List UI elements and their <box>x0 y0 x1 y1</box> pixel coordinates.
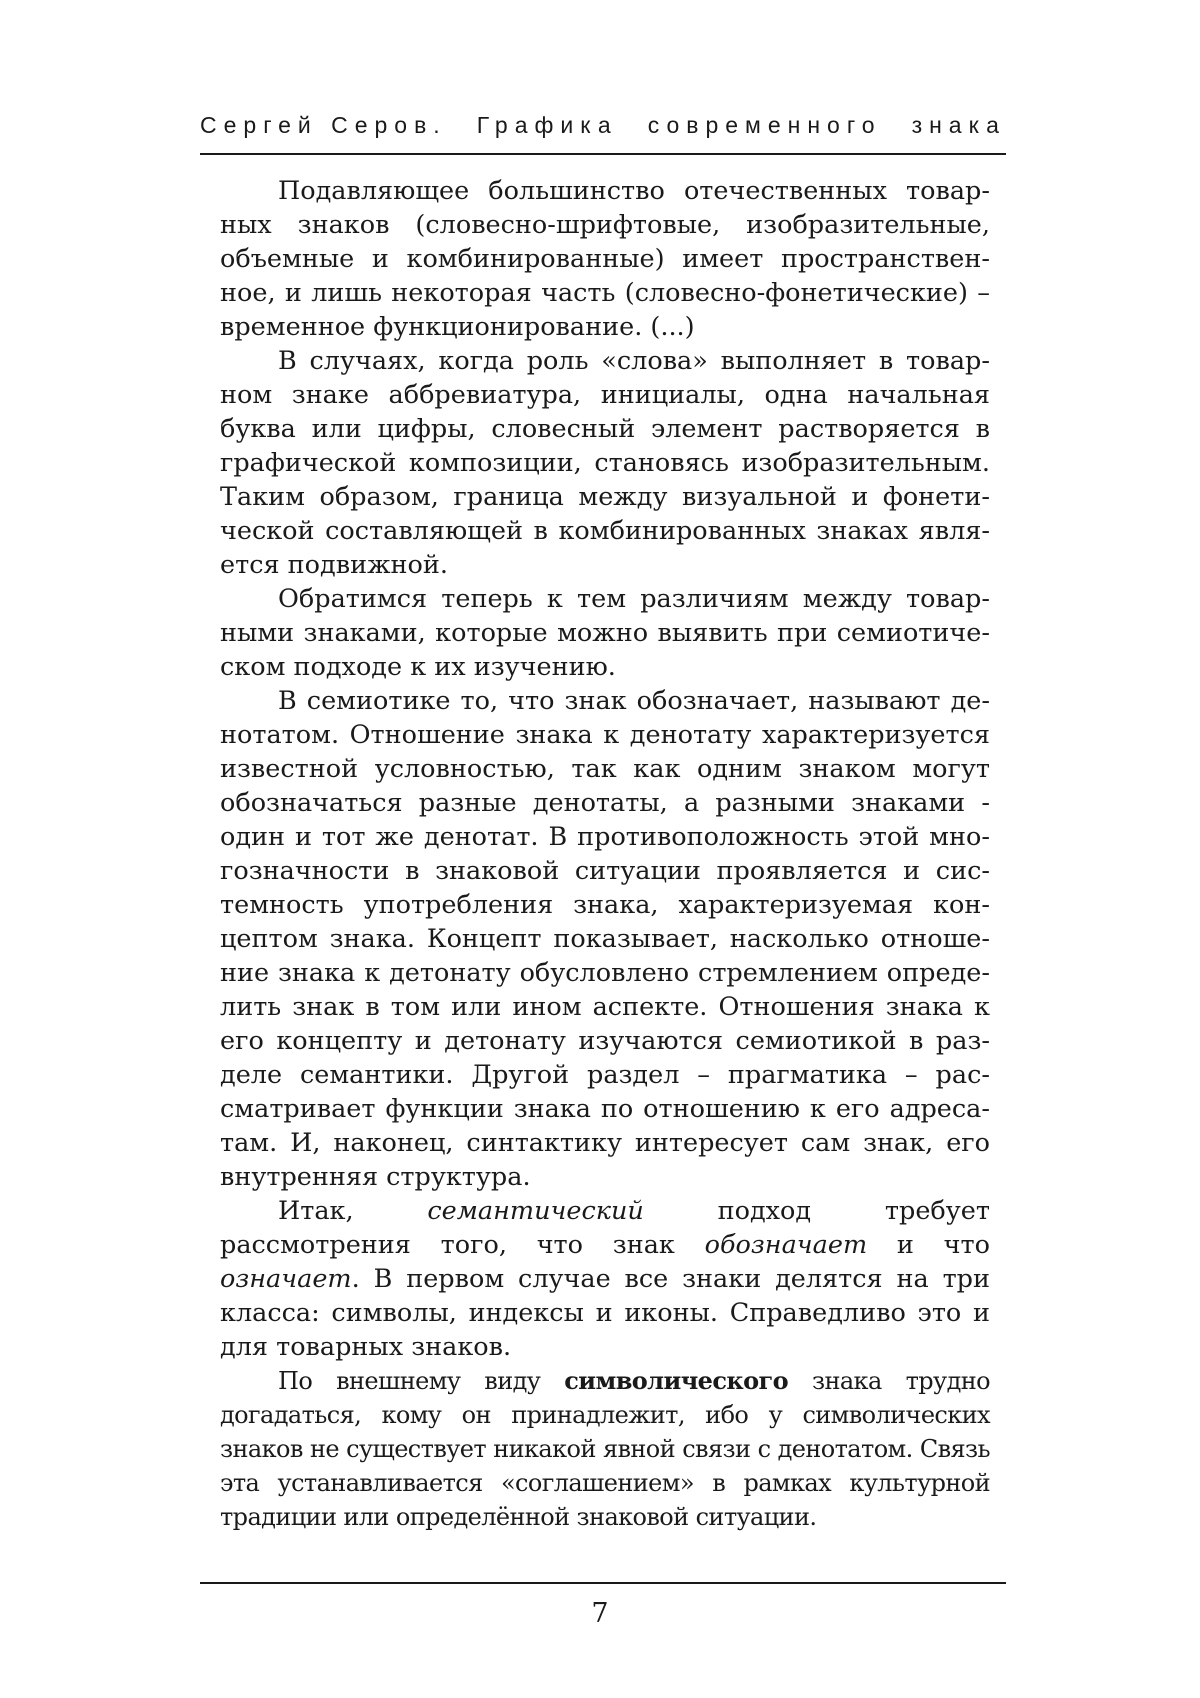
paragraph: Обратимся теперь к тем различиям между товарными знаками, которые можно выявить при семиотическом подходе к их изучению. <box>220 584 990 682</box>
page-number: 7 <box>591 1598 609 1629</box>
bold-term: символического <box>564 1366 789 1395</box>
body-text <box>220 174 990 1534</box>
text-run: Итак, <box>278 1196 428 1226</box>
paragraph: В случаях, когда роль «слова» выполняет в товарном знаке аббревиатура, инициалы, одна начальная буква или цифры, словесный элемент растворяется в графической композиции, становясь изобразительным. Таким образом, граница между визуальной и фонетической составляющей в комбинированных знаках является подвижной. <box>220 346 990 580</box>
running-header <box>200 112 1006 146</box>
text-run: подход требует рассмотрения того, что знак <box>220 1196 990 1260</box>
header-title-word-3: знака <box>911 112 1006 138</box>
italic-term: обозначает <box>704 1230 868 1260</box>
paragraph <box>220 1364 990 1534</box>
paragraph: Подавляющее большинство отечественных товарных знаков (словесно-шрифтовые, изобразительные, объемные и комбинированные) имеет пространственное, и лишь некоторая часть (словесно-фонетические) – временное функционирование. (...) <box>220 176 990 342</box>
text-run: . В первом случае все знаки делятся на три класса: символы, индексы и иконы. Справедливо это и для товарных знаков. <box>220 1264 990 1362</box>
italic-term: семантический <box>427 1196 644 1226</box>
header-title-word-1: Графика <box>476 112 618 138</box>
text-run: и что <box>867 1230 990 1260</box>
text-run: знака трудно догадаться, кому он принадлежит, ибо у символических знаков не существует никакой явной связи с денотатом. Связь эта устанавливается «соглашением» в рамках культурной традиции или определённой знаковой ситуации. <box>220 1367 990 1531</box>
header-title-word-2: современного <box>647 112 882 138</box>
header-author: Сергей Серов. <box>200 112 447 138</box>
footer-rule <box>200 1582 1006 1584</box>
paragraph <box>220 1194 990 1364</box>
header-rule <box>200 153 1006 155</box>
paragraph: В семиотике то, что знак обозначает, называют денотатом. Отношение знака к денотату характеризуется известной условностью, так как одним знаком могут обозначаться разные денотаты, а разными знаками - один и тот же денотат. В противоположность этой многозначности в знаковой ситуации проявляется и системность употребления знака, характеризуемая концептом знака. Концепт показывает, насколько отношение знака к детонату обусловлено стремлением определить знак в том или ином аспекте. Отношения знака к его концепту и детонату изучаются семиотикой в разделе семантики. Другой раздел – прагматика – рассматривает функции знака по отношению к его адресатам. И, наконец, синтактику интересует сам знак, его внутренняя структура. <box>220 686 990 1192</box>
text-run: По внешнему виду <box>278 1367 565 1395</box>
italic-term: означает <box>220 1264 352 1294</box>
